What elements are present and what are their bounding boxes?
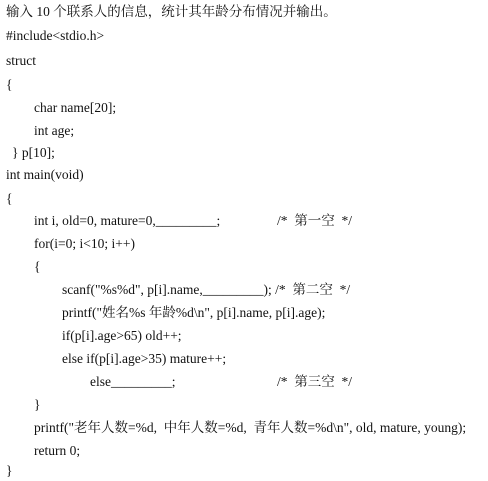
code-line-scanf: scanf("%s%d", p[i].name,_________); /* 第二空 */	[62, 282, 351, 297]
code-line-include: #include<stdio.h>	[6, 28, 105, 43]
code-line-else-if-mature: else if(p[i].age>35) mature++;	[62, 351, 227, 366]
blank-1-comment: /* 第一空 */	[277, 213, 353, 228]
code-line-declarations: int i, old=0, mature=0,_________;	[34, 213, 221, 228]
code-line-main-open: {	[6, 191, 13, 206]
code-line-if-old: if(p[i].age>65) old++;	[62, 328, 182, 343]
code-line-return: return 0;	[34, 443, 81, 458]
code-line-main-close: }	[6, 463, 13, 478]
code-line-printf-summary: printf("老年人数=%d, 中年人数=%d, 青年人数=%d\n", old, mature, young);	[34, 420, 467, 435]
code-line-for-open: {	[34, 259, 41, 274]
code-line-printf-name-age: printf("姓名%s 年龄%d\n", p[i].name, p[i].age);	[62, 305, 326, 320]
code-line-name-field: char name[20];	[34, 100, 117, 115]
code-line-for-close: }	[34, 397, 41, 412]
intro-text: 输入 10 个联系人的信息，统计其年龄分布情况并输出。	[6, 4, 337, 19]
code-line-for: for(i=0; i<10; i++)	[34, 236, 135, 251]
code-line-main: int main(void)	[6, 167, 84, 182]
code-line-open-brace: {	[6, 77, 13, 92]
code-line-struct-close: } p[10];	[12, 145, 55, 160]
code-line-struct: struct	[6, 53, 36, 68]
code-line-age-field: int age;	[34, 123, 75, 138]
blank-3-comment: /* 第三空 */	[277, 374, 353, 389]
code-line-else: else_________;	[90, 374, 176, 389]
